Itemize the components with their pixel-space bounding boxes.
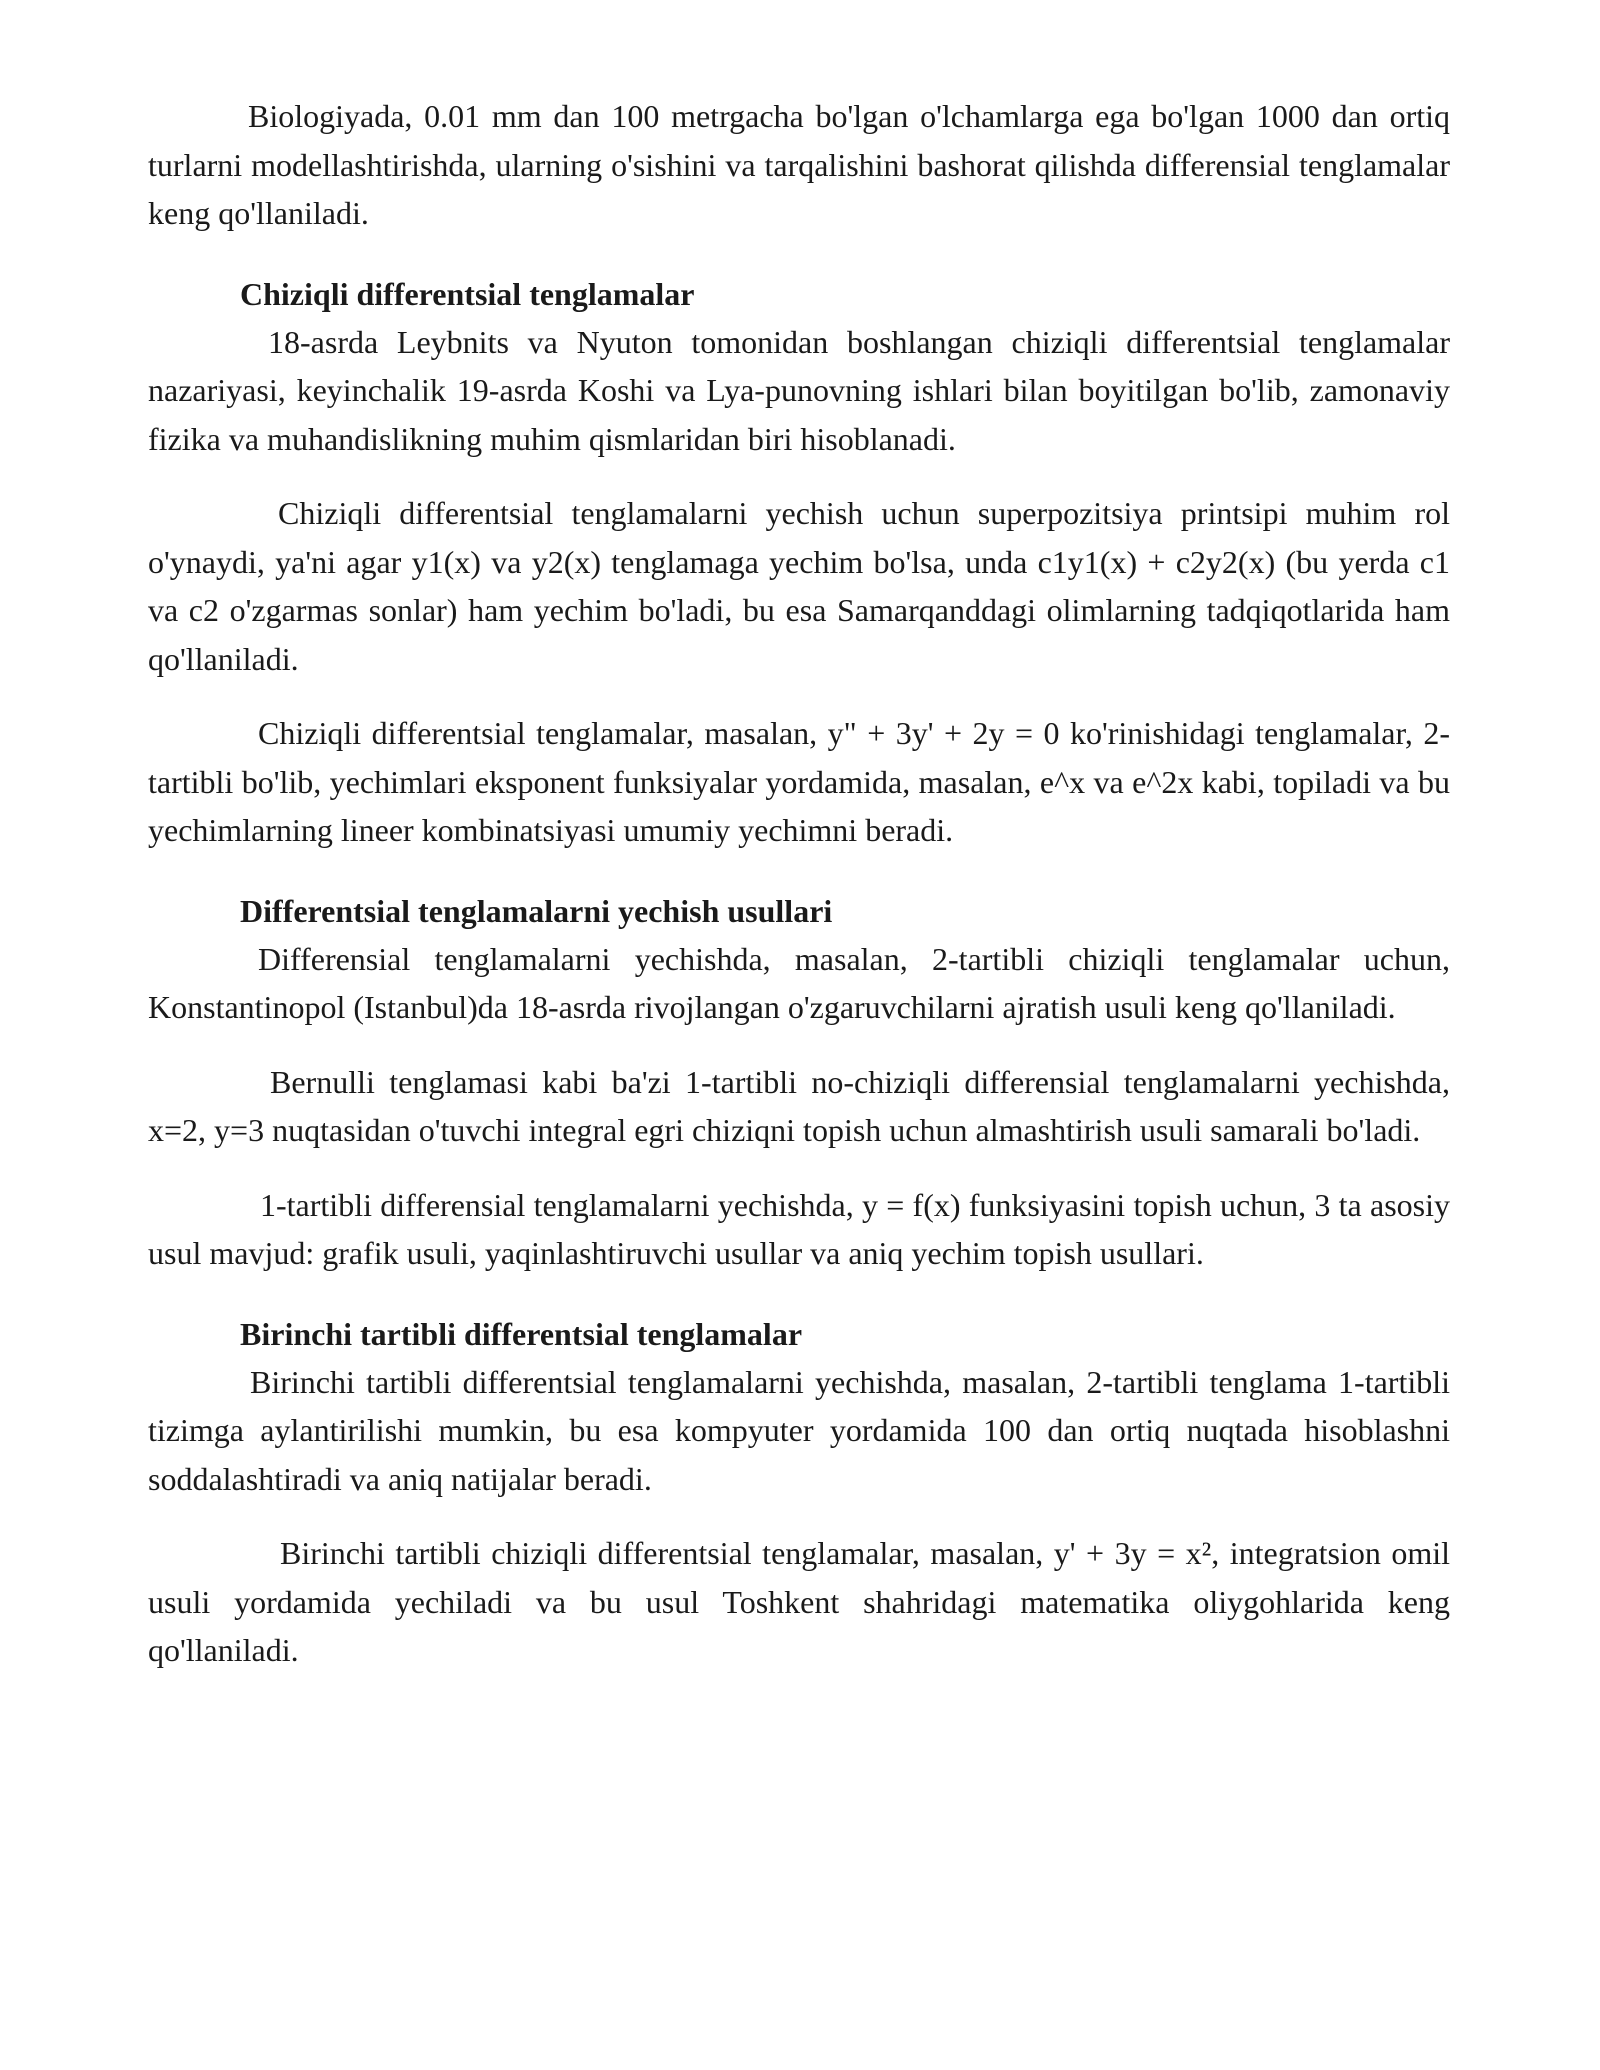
spacer bbox=[148, 855, 1450, 887]
spacer bbox=[148, 238, 1450, 270]
methods-paragraph-1: Differensial tenglamalarni yechishda, masalan, 2-tartibli chiziqli tenglamalar uchun, Konstantinopol (Istanbul)da 18-asrda rivojlangan o'zgaruvchilarni ajratish usuli keng qo'llaniladi. bbox=[148, 940, 1450, 1025]
intro-paragraph: Biologiyada, 0.01 mm dan 100 metrgacha bo'lgan o'lchamlarga ega bo'lgan 1000 dan ortiq turlarni modellashtirishda, ularning o'sishini va tarqalishini bashorat qilishda differensial tenglamalar keng qo'llaniladi. bbox=[148, 98, 1450, 231]
spacer bbox=[148, 463, 1450, 489]
heading-solving-methods: Differentsial tenglamalarni yechish usullari bbox=[240, 892, 833, 929]
linear-paragraph-1: 18-asrda Leybnits va Nyuton tomonidan boshlangan chiziqli differentsial tenglamalar nazariyasi, keyinchalik 19-asrda Koshi va Lya-punovning ishlari bilan boyitilgan bo'lib, zamonaviy fizika va muhandislikning muhim qismlaridan biri hisoblanadi. bbox=[148, 323, 1450, 457]
first-order-paragraph-2: Birinchi tartibli chiziqli differentsial tenglamalar, masalan, y' + 3y = x², integratsion omil usuli yordamida yechiladi va bu usul Toshkent shahridagi matematika oliygohlarida keng qo'llaniladi. bbox=[148, 1535, 1450, 1668]
spacer bbox=[148, 683, 1450, 709]
heading-linear-equations: Chiziqli differentsial tenglamalar bbox=[240, 275, 695, 312]
linear-paragraph-3: Chiziqli differentsial tenglamalar, masalan, y" + 3y' + 2y = 0 ko'rinishidagi tenglamalar, 2-tartibli bo'lib, yechimlari eksponent funksiyalar yordamida, masalan, e^x va e^2x kabi, topiladi va bu yechimlarning lineer kombinatsiyasi umumiy yechimni beradi. bbox=[148, 715, 1450, 848]
linear-paragraph-2: Chiziqli differentsial tenglamalarni yechish uchun superpozitsiya printsipi muhim rol o'ynaydi, ya'ni agar y1(x) va y2(x) tenglamaga yechim bo'lsa, unda c1y1(x) + c2y2(x) (bu yerda c1 va c2 o'zgarmas sonlar) ham yechim bo'ladi, bu esa Samarqanddagi olimlarning tadqiqotlarida ham qo'llaniladi. bbox=[148, 495, 1450, 677]
spacer bbox=[148, 1503, 1450, 1529]
spacer bbox=[148, 1032, 1450, 1058]
spacer bbox=[148, 1155, 1450, 1181]
methods-paragraph-2: Bernulli tenglamasi kabi ba'zi 1-tartibli no-chiziqli differensial tenglamalarni yechishda, x=2, y=3 nuqtasidan o'tuvchi integral egri chiziqni topish uchun almashtirish usuli samarali bo'ladi. bbox=[148, 1063, 1450, 1148]
spacer bbox=[148, 1278, 1450, 1310]
first-order-paragraph-1: Birinchi tartibli differentsial tenglamalarni yechishda, masalan, 2-tartibli tenglama 1-tartibli tizimga aylantirilishi mumkin, bu esa kompyuter yordamida 100 dan ortiq nuqtada hisoblashni soddalashtiradi va aniq natijalar beradi. bbox=[148, 1363, 1450, 1497]
document-page bbox=[148, 92, 1450, 1675]
methods-paragraph-3: 1-tartibli differensial tenglamalarni yechishda, y = f(x) funksiyasini topish uchun, 3 ta asosiy usul mavjud: grafik usuli, yaqinlashtiruvchi usullar va aniq yechim topish usullari. bbox=[148, 1186, 1450, 1271]
heading-first-order: Birinchi tartibli differentsial tenglamalar bbox=[240, 1315, 803, 1352]
